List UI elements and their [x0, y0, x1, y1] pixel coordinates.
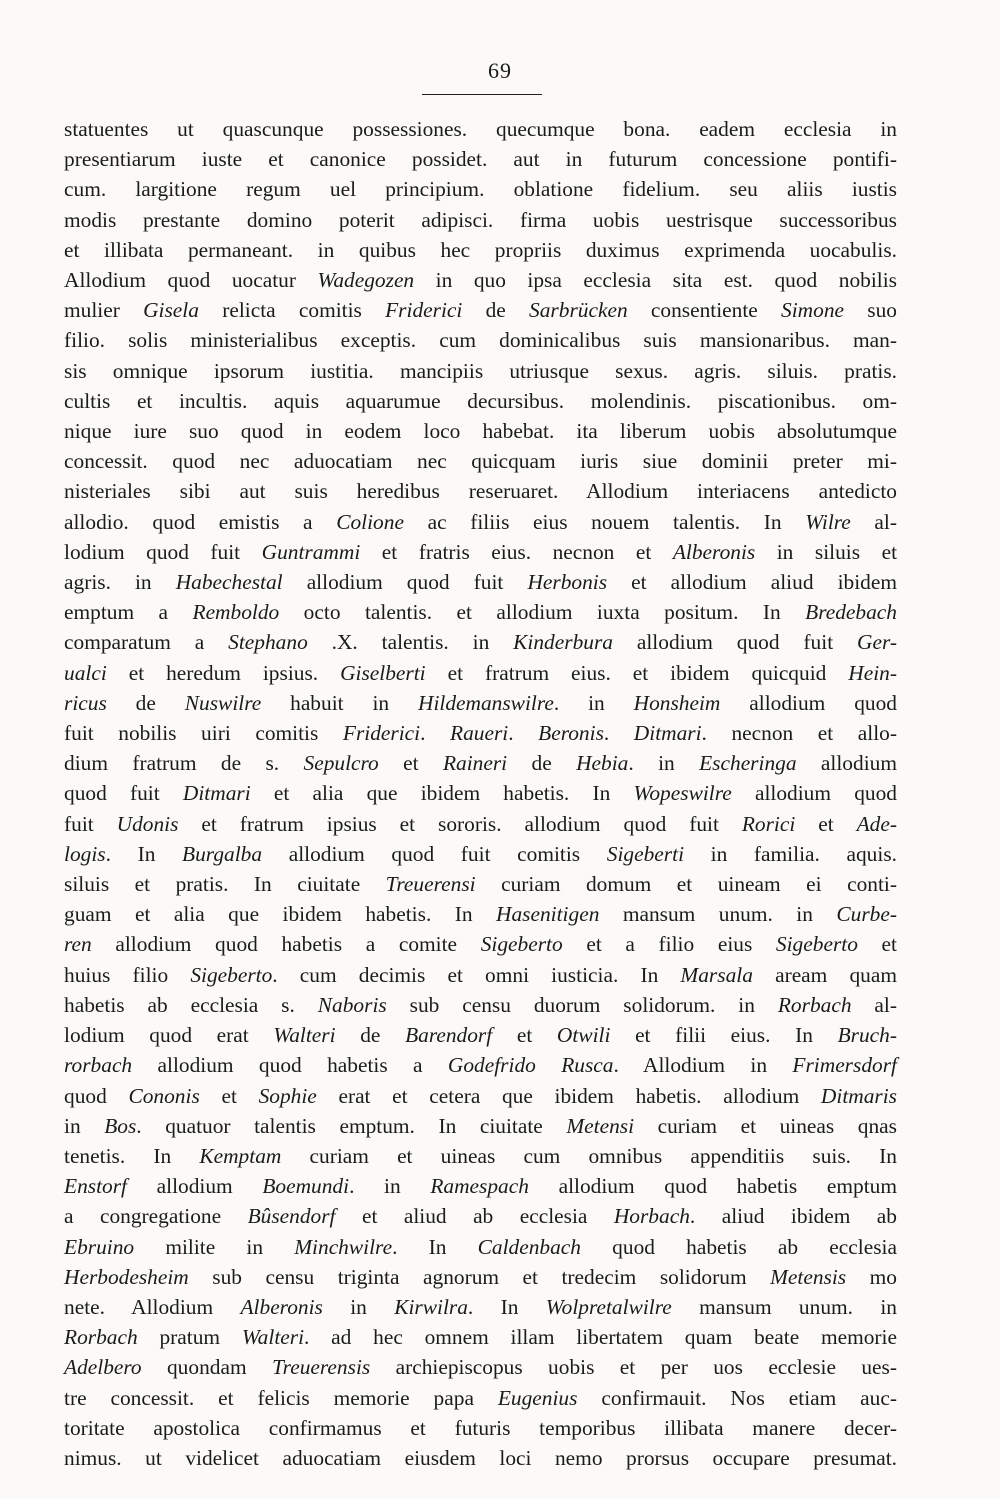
italic-name: ren: [64, 932, 92, 957]
text-run: et allodium aliud ibidem: [607, 570, 897, 595]
italic-name: Ditmaris: [820, 1083, 897, 1108]
text-run: in: [64, 1113, 105, 1138]
italic-name: Simone: [781, 298, 845, 323]
text-line: [64, 899, 897, 929]
text-run: allodium quod habetis a: [132, 1053, 448, 1078]
italic-name: Ditmari: [182, 781, 251, 806]
text-run: et fratrum ipsius et sororis. allodium quod fuit: [178, 811, 742, 836]
text-run: quod: [64, 1083, 129, 1108]
italic-name: Rorbach: [64, 1325, 138, 1350]
italic-name: Hasenitigen: [496, 902, 600, 927]
italic-name: Raineri: [442, 751, 508, 776]
italic-name: Friderici: [342, 721, 421, 746]
text-line: [64, 1352, 897, 1382]
italic-name: Curbe-: [836, 902, 897, 927]
text-run: et: [857, 932, 897, 957]
text-run: et illibata permaneant. in quibus hec propriis duximus exprimenda uocabulis.: [64, 237, 897, 262]
italic-name: Raueri: [450, 721, 509, 746]
text-run: habetis ab ecclesia s.: [64, 992, 318, 1017]
text-run: . In: [467, 1294, 546, 1319]
text-line: [64, 597, 897, 627]
text-run: allodium quod fuit comitis: [262, 841, 607, 866]
text-run: consentiente: [627, 298, 782, 323]
italic-name: Udonis: [116, 811, 179, 836]
text-run: al-: [851, 992, 897, 1017]
text-line: [64, 537, 897, 567]
text-run: allodium quod: [731, 781, 897, 806]
text-line: [64, 205, 897, 235]
text-run: et: [378, 751, 443, 776]
italic-name: Godefrido Rusca: [447, 1053, 614, 1078]
text-line: [64, 416, 897, 446]
italic-name: Colione: [336, 509, 404, 534]
text-run: filio. solis ministerialibus exceptis. cum dominicalibus suis mansionaribus. man-: [64, 328, 897, 353]
italic-name: Marsala: [680, 962, 753, 987]
text-run: emptum a: [64, 600, 193, 625]
text-run: sub censu triginta agnorum et tredecim solidorum: [188, 1264, 771, 1289]
italic-name: Rorici: [741, 811, 796, 836]
italic-name: Ramespach: [430, 1174, 529, 1199]
text-run: comparatum a: [64, 630, 229, 655]
italic-name: Hein-: [848, 660, 897, 685]
italic-name: ualci: [64, 660, 107, 685]
italic-name: Wopeswilre: [633, 781, 732, 806]
text-line: [64, 869, 897, 899]
text-run: tre concessit. et felicis memorie papa: [64, 1385, 498, 1410]
italic-name: Alberonis: [240, 1294, 323, 1319]
text-line: [64, 718, 897, 748]
text-run: sis omnique ipsorum iustitia. mancipiis utriusque sexus. agris. siluis. pratis.: [64, 358, 897, 383]
italic-name: Metensi: [566, 1113, 635, 1138]
italic-name: Treuerensis: [271, 1355, 371, 1380]
text-line: [64, 809, 897, 839]
italic-name: Burgalba: [182, 841, 263, 866]
text-run: mulier: [64, 298, 144, 323]
text-run: lodium quod erat: [64, 1023, 274, 1048]
italic-name: Stephano: [228, 630, 308, 655]
italic-name: Remboldo: [192, 600, 280, 625]
text-run: . In: [392, 1234, 478, 1259]
text-line: [64, 265, 897, 295]
text-run: et fratrum eius. et ibidem quicquid: [425, 660, 849, 685]
text-run: a congregatione: [64, 1204, 248, 1229]
italic-name: Sigeberti: [606, 841, 685, 866]
text-line: [64, 929, 897, 959]
text-run: et: [199, 1083, 259, 1108]
text-run: fuit nobilis uiri comitis: [64, 721, 343, 746]
italic-name: Treuerensi: [385, 872, 476, 897]
text-run: statuentes ut quascunque possessiones. quecumque bona. eadem ecclesia in: [64, 117, 897, 141]
italic-name: logis: [64, 841, 106, 866]
italic-name: Otwili: [556, 1023, 611, 1048]
text-run: milite in: [134, 1234, 295, 1259]
text-line: [64, 325, 897, 355]
text-run: suo: [844, 298, 897, 323]
text-run: curiam domum et uineam ei conti-: [475, 872, 897, 897]
text-line: [64, 1322, 897, 1352]
text-run: allodium quod habetis a comite: [91, 932, 481, 957]
text-run: lodium quod fuit: [64, 539, 262, 564]
italic-name: Caldenbach: [477, 1234, 581, 1259]
text-line: [64, 1111, 897, 1141]
text-run: mo: [846, 1264, 897, 1289]
italic-name: Bos: [104, 1113, 137, 1138]
text-line: [64, 658, 897, 688]
text-line: [64, 1050, 897, 1080]
italic-name: Guntrammi: [261, 539, 361, 564]
text-line: [64, 386, 897, 416]
text-run: de: [335, 1023, 406, 1048]
text-run: modis prestante domino poterit adipisci. firma uobis uestrisque successoribus: [64, 207, 897, 232]
italic-name: Naboris: [317, 992, 387, 1017]
text-run: . aliud ibidem ab: [689, 1204, 897, 1229]
text-run: quondam: [141, 1355, 272, 1380]
text-run: allodium quod fuit: [282, 570, 528, 595]
italic-name: Honsheim: [633, 690, 721, 715]
italic-name: Ditmari: [633, 721, 702, 746]
text-run: quod fuit: [64, 781, 183, 806]
text-line: [64, 507, 897, 537]
italic-name: Wolpretalwilre: [545, 1294, 672, 1319]
text-run: octo talentis. et allodium iuxta positum. In: [279, 600, 806, 625]
text-line: [64, 567, 897, 597]
text-run: allodium quod: [720, 690, 897, 715]
text-run: allodium quod habetis emptum: [528, 1174, 897, 1199]
italic-name: rorbach: [64, 1053, 133, 1078]
text-line: [64, 1262, 897, 1292]
italic-name: Adelbero: [64, 1355, 142, 1380]
italic-name: Bredebach: [805, 600, 898, 625]
text-line: [64, 476, 897, 506]
italic-name: Sigeberto: [775, 932, 858, 957]
text-run: . Allodium in: [613, 1053, 793, 1078]
page-number: 69: [488, 58, 512, 83]
italic-name: Hildemanswilre: [418, 690, 554, 715]
text-line: [64, 990, 897, 1020]
italic-name: Ger-: [857, 630, 897, 655]
text-run: .X. talentis. in: [307, 630, 514, 655]
text-run: et filii eius. In: [610, 1023, 838, 1048]
text-run: . In: [105, 841, 183, 866]
text-line: [64, 1201, 897, 1231]
text-run: Allodium quod uocatur: [64, 268, 318, 293]
text-run: huius filio: [64, 962, 191, 987]
text-line: [64, 1413, 897, 1443]
italic-name: Gisela: [143, 298, 199, 323]
text-line: [64, 446, 897, 476]
text-run: curiam et uineas cum omnibus appenditiis suis. In: [281, 1143, 897, 1168]
text-run: et fratris eius. necnon et: [360, 539, 673, 564]
text-run: allodium quod fuit: [613, 630, 858, 655]
text-run: in familia. aquis.: [684, 841, 897, 866]
text-run: in: [322, 1294, 395, 1319]
text-run: habuit in: [261, 690, 418, 715]
text-run: et a filio eius: [562, 932, 776, 957]
charter-text: [64, 114, 897, 1473]
text-run: nisteriales sibi aut suis heredibus reseruaret. Allodium interiacens antedicto: [64, 479, 897, 504]
text-run: guam et alia que ibidem habetis. In: [64, 902, 497, 927]
text-run: pratum: [137, 1325, 242, 1350]
text-run: de: [507, 751, 577, 776]
text-run: allodio. quod emistis a: [64, 509, 337, 534]
italic-name: Friderici: [385, 298, 463, 323]
italic-name: Habechestal: [175, 570, 283, 595]
text-run: . in: [628, 751, 700, 776]
text-run: sub censu duorum solidorum. in: [386, 992, 778, 1017]
text-run: . in: [349, 1174, 431, 1199]
text-run: nique iure suo quod in eodem loco habebat. ita liberum uobis absolutumque: [64, 419, 897, 444]
italic-name: Sophie: [258, 1083, 317, 1108]
text-line: [64, 1232, 897, 1262]
text-line: [64, 1020, 897, 1050]
text-run: fuit: [64, 811, 117, 836]
text-run: . necnon et allo-: [701, 721, 897, 746]
italic-name: Sepulcro: [303, 751, 379, 776]
italic-name: Walteri: [241, 1325, 305, 1350]
text-line: [64, 1443, 897, 1473]
text-run: agris. in: [64, 570, 176, 595]
text-run: .: [508, 721, 539, 746]
italic-name: Minchwilre: [294, 1234, 393, 1259]
header-rule: [422, 94, 542, 95]
text-line: [64, 960, 897, 990]
text-line: [64, 356, 897, 386]
italic-name: Herbodesheim: [64, 1264, 189, 1289]
text-run: et: [795, 811, 857, 836]
text-run: dium fratrum de s.: [64, 751, 304, 776]
text-run: presentiarum iuste et canonice possidet. aut in futurum concessione pontifi-: [64, 147, 897, 172]
italic-name: ricus: [64, 690, 107, 715]
text-line: [64, 1383, 897, 1413]
italic-name: Sigeberto: [190, 962, 273, 987]
text-run: mansum unum. in: [671, 1294, 897, 1319]
italic-name: Sigeberto: [480, 932, 563, 957]
text-run: concessit. quod nec aduocatiam nec quicquam iuris siue dominii preter mi-: [64, 449, 897, 474]
text-run: ac filiis eius nouem talentis. In: [403, 509, 806, 534]
italic-name: Escheringa: [699, 751, 797, 776]
italic-name: Barendorf: [405, 1023, 493, 1048]
text-line: [64, 235, 897, 265]
text-line: [64, 295, 897, 325]
italic-name: Horbach: [613, 1204, 690, 1229]
text-run: de: [462, 298, 530, 323]
italic-name: Beronis: [538, 721, 604, 746]
text-run: nimus. ut videlicet aduocatiam eiusdem loci nemo prorsus occupare presumat.: [64, 1445, 897, 1470]
text-run: . cum decimis et omni iusticia. In: [272, 962, 681, 987]
text-run: archiepiscopus uobis et per uos ecclesie ues-: [370, 1355, 897, 1380]
italic-name: Kirwilra: [394, 1294, 468, 1319]
italic-name: Alberonis: [672, 539, 756, 564]
text-run: .: [420, 721, 451, 746]
text-run: cum. largitione regum uel principium. oblatione fidelium. seu aliis iustis: [64, 177, 897, 202]
italic-name: Rorbach: [777, 992, 852, 1017]
text-run: al-: [850, 509, 897, 534]
text-run: . ad hec omnem illam libertatem quam beate memorie: [304, 1325, 897, 1350]
italic-name: Nuswilre: [184, 690, 262, 715]
text-line: [64, 688, 897, 718]
text-run: allodium: [796, 751, 897, 776]
italic-name: Hebia: [576, 751, 629, 776]
text-line: [64, 1292, 897, 1322]
italic-name: Wadegozen: [317, 268, 415, 293]
text-run: aream quam: [752, 962, 897, 987]
text-line: [64, 114, 897, 144]
italic-name: Boemundi: [262, 1174, 350, 1199]
text-run: toritate apostolica confirmamus et futuris temporibus illibata manere decer-: [64, 1415, 897, 1440]
text-run: erat et cetera que ibidem habetis. allodium: [316, 1083, 821, 1108]
text-line: [64, 1141, 897, 1171]
italic-name: Frimersdorf: [792, 1053, 897, 1078]
italic-name: Ade-: [856, 811, 897, 836]
text-run: quod habetis ab ecclesia: [580, 1234, 897, 1259]
text-run: relicta comitis: [198, 298, 386, 323]
italic-name: Kinderbura: [513, 630, 613, 655]
italic-name: Bûsendorf: [247, 1204, 336, 1229]
text-line: [64, 144, 897, 174]
text-run: confirmauit. Nos etiam auc-: [577, 1385, 897, 1410]
text-run: .: [603, 721, 634, 746]
text-run: allodium: [127, 1174, 263, 1199]
text-run: in siluis et: [755, 539, 898, 564]
text-line: [64, 1081, 897, 1111]
text-line: [64, 748, 897, 778]
text-run: et: [492, 1023, 557, 1048]
text-run: et heredum ipsius.: [106, 660, 341, 685]
text-line: [64, 778, 897, 808]
italic-name: Cononis: [128, 1083, 200, 1108]
italic-name: Metensis: [770, 1264, 847, 1289]
text-run: . quatuor talentis emptum. In ciuitate: [136, 1113, 567, 1138]
text-run: tenetis. In: [64, 1143, 200, 1168]
italic-name: Kemptam: [199, 1143, 282, 1168]
text-run: et aliud ab ecclesia: [335, 1204, 614, 1229]
text-run: nete. Allodium: [64, 1294, 241, 1319]
text-run: siluis et pratis. In ciuitate: [64, 872, 386, 897]
italic-name: Bruch-: [837, 1023, 897, 1048]
text-run: in quo ipsa ecclesia sita est. quod nobilis: [414, 268, 897, 293]
text-run: curiam et uineas qnas: [634, 1113, 897, 1138]
italic-name: Walteri: [273, 1023, 336, 1048]
text-run: de: [106, 690, 185, 715]
italic-name: Giselberti: [340, 660, 426, 685]
italic-name: Enstorf: [64, 1174, 127, 1199]
italic-name: Eugenius: [497, 1385, 578, 1410]
italic-name: Sarbrücken: [529, 298, 628, 323]
italic-name: Herbonis: [527, 570, 608, 595]
text-line: [64, 1171, 897, 1201]
italic-name: Ebruino: [64, 1234, 135, 1259]
text-run: mansum unum. in: [599, 902, 837, 927]
text-line: [64, 839, 897, 869]
text-run: et alia que ibidem habetis. In: [250, 781, 634, 806]
text-run: cultis et incultis. aquis aquarumue decursibus. molendinis. piscationibus. om-: [64, 388, 897, 413]
italic-name: Wilre: [805, 509, 851, 534]
text-line: [64, 174, 897, 204]
text-run: . in: [553, 690, 634, 715]
text-line: [64, 627, 897, 657]
